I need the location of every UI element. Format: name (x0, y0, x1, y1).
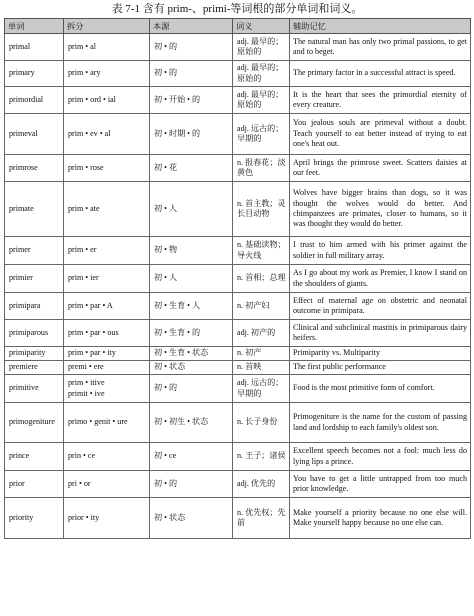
word-cell: primordial (5, 87, 64, 114)
memo-cell: You have to get a little untrapped from too much prior knowledge. (290, 471, 471, 498)
meaning-cell: n. 长子身份 (233, 403, 290, 443)
table-row (5, 34, 471, 61)
meaning-cell: n. 首主教；灵长目动物 (233, 182, 290, 237)
table-row (5, 114, 471, 155)
header-split: 拆分 (64, 19, 150, 34)
split-cell (64, 403, 150, 443)
memo-cell: I trust to him armed with his primer against the soldier in full military array. (290, 237, 471, 265)
header-memo: 辅助记忆 (290, 19, 471, 34)
table-row (5, 237, 471, 265)
split-part: prim • al (68, 41, 97, 51)
meaning-cell: n. 初产妇 (233, 293, 290, 320)
memo-cell: Make yourself a priority because no one else will. Make yourself happy because no one else can. (290, 498, 471, 539)
split-part: prim • ord • ial (68, 94, 116, 104)
table-row (5, 361, 471, 375)
memo-cell: As I go about my work as Premier, I know I stand on the shoulders of giants. (290, 265, 471, 293)
table-row (5, 320, 471, 347)
memo-cell: The natural man has only two primal passions, to get and to beget. (290, 34, 471, 61)
word-cell: primate (5, 182, 64, 237)
split-cell (64, 293, 150, 320)
word-cell: primal (5, 34, 64, 61)
meaning-cell: adj. 最早的；原始的 (233, 87, 290, 114)
memo-cell: Primogeniture is the name for the custom of passing land and lordship to each family's oldest son. (290, 403, 471, 443)
table-row (5, 347, 471, 361)
table-row (5, 443, 471, 471)
split-cell (64, 237, 150, 265)
word-cell: primary (5, 61, 64, 87)
memo-cell: Wolves have bigger brains than dogs, so it was thought the wolves would do better. And chimpanzees are primates, closer to humans, so it was thought they would do better. (290, 182, 471, 237)
header-origin: 本源 (150, 19, 233, 34)
split-part: prim • ier (68, 273, 99, 283)
word-cell: prince (5, 443, 64, 471)
table-row (5, 293, 471, 320)
meaning-cell: adj. 优先的 (233, 471, 290, 498)
word-cell: primrose (5, 155, 64, 182)
header-meaning: 词义 (233, 19, 290, 34)
memo-cell: Food is the most primitive form of comfort. (290, 375, 471, 403)
split-cell (64, 498, 150, 539)
split-cell (64, 443, 150, 471)
split-part: premi • ere (68, 362, 104, 372)
table-caption: 表 7-1 含有 prim-、primi-等词根的部分单词和词义。 (111, 3, 363, 15)
table-row (5, 471, 471, 498)
meaning-cell: n. 首相；总理 (233, 265, 290, 293)
split-cell (64, 320, 150, 347)
table-header-row (5, 19, 471, 34)
split-part: prim • par • ity (68, 348, 116, 358)
word-cell: primer (5, 237, 64, 265)
word-cell: primiparity (5, 347, 64, 361)
split-cell (64, 61, 150, 87)
origin-cell: 初 • 生育 • 人 (150, 293, 233, 320)
split-cell (64, 182, 150, 237)
meaning-cell: n. 王子；诸侯 (233, 443, 290, 471)
origin-cell: 初 • 生育 • 的 (150, 320, 233, 347)
memo-cell: The primary factor in a successful attract is speed. (290, 61, 471, 87)
origin-cell: 初 • 的 (150, 375, 233, 403)
origin-cell: 初 • 人 (150, 265, 233, 293)
header-word: 单词 (5, 19, 64, 34)
meaning-cell: n. 报春花；淡黄色 (233, 155, 290, 182)
split-cell (64, 114, 150, 155)
word-cell: primitive (5, 375, 64, 403)
word-cell: priority (5, 498, 64, 539)
word-cell: primier (5, 265, 64, 293)
table-row (5, 265, 471, 293)
split-cell (64, 375, 150, 403)
word-cell: prior (5, 471, 64, 498)
table-row (5, 155, 471, 182)
split-cell (64, 347, 150, 361)
table-row (5, 403, 471, 443)
split-cell (64, 87, 150, 114)
split-part: prim • ary (68, 68, 101, 78)
split-part: prim • rose (68, 162, 104, 172)
memo-cell: The first public performance (290, 361, 471, 375)
origin-cell: 初 • 初生 • 状态 (150, 403, 233, 443)
origin-cell: 初 • 生育 • 状态 (150, 347, 233, 361)
word-cell: primeval (5, 114, 64, 155)
split-part: prior • ity (68, 512, 100, 522)
origin-cell: 初 • 的 (150, 34, 233, 61)
split-cell (64, 155, 150, 182)
split-cell (64, 471, 150, 498)
vocabulary-table (4, 18, 471, 539)
meaning-cell: adj. 初产的 (233, 320, 290, 347)
meaning-cell: adj. 最早的；原始的 (233, 34, 290, 61)
split-cell (64, 34, 150, 61)
table-row (5, 87, 471, 114)
table-row (5, 61, 471, 87)
table-row (5, 182, 471, 237)
memo-cell: April brings the primrose sweet. Scatters daisies at our feet. (290, 155, 471, 182)
meaning-cell: n. 首映 (233, 361, 290, 375)
split-part: prim • par • A (68, 300, 113, 310)
split-part: prim • ate (68, 203, 100, 213)
origin-cell: 初 • 状态 (150, 361, 233, 375)
word-cell: primiparous (5, 320, 64, 347)
memo-cell: Effect of maternal age on obstetric and neonatal outcome in primipara. (290, 293, 471, 320)
word-cell: primogeniture (5, 403, 64, 443)
split-part: pri • or (68, 478, 91, 488)
table-body (5, 34, 471, 539)
word-cell: premiere (5, 361, 64, 375)
origin-cell: 初 • ce (150, 443, 233, 471)
split-part: primo • genit • ure (68, 417, 128, 427)
memo-cell: Clinical and subclinical mastitis in primiparous dairy heifers. (290, 320, 471, 347)
memo-cell: It is the heart that sees the primordial eternity of every creature. (290, 87, 471, 114)
split-part: prim • itive (68, 378, 105, 388)
memo-cell: Excellent speech becomes not a fool: much less do lying lips a prince. (290, 443, 471, 471)
split-part: prin • ce (68, 451, 96, 461)
meaning-cell: n. 优先权；先前 (233, 498, 290, 539)
split-part: prim • ev • al (68, 128, 111, 138)
origin-cell: 初 • 物 (150, 237, 233, 265)
meaning-cell: n. 初产 (233, 347, 290, 361)
meaning-cell: adj. 远古的；早期的 (233, 375, 290, 403)
split-part: prim • er (68, 245, 97, 255)
origin-cell: 初 • 开始 • 的 (150, 87, 233, 114)
table-row (5, 498, 471, 539)
origin-cell: 初 • 的 (150, 471, 233, 498)
origin-cell: 初 • 花 (150, 155, 233, 182)
meaning-cell: n. 基础读物；导火线 (233, 237, 290, 265)
word-cell: primipara (5, 293, 64, 320)
table-row (5, 375, 471, 403)
memo-cell: You jealous souls are primeval without a doubt. Teach yourself to eat better instead of trying to eat one's heat out. (290, 114, 471, 155)
split-cell (64, 361, 150, 375)
origin-cell: 初 • 时期 • 的 (150, 114, 233, 155)
origin-cell: 初 • 的 (150, 61, 233, 87)
memo-cell: Primiparity vs. Multiparity (290, 347, 471, 361)
meaning-cell: adj. 最早的；原始的 (233, 61, 290, 87)
meaning-cell: adj. 远古的；早期的 (233, 114, 290, 155)
split-part: primit • ive (68, 388, 105, 398)
split-cell (64, 265, 150, 293)
origin-cell: 初 • 人 (150, 182, 233, 237)
origin-cell: 初 • 状态 (150, 498, 233, 539)
split-part: prim • par • ous (68, 327, 119, 337)
